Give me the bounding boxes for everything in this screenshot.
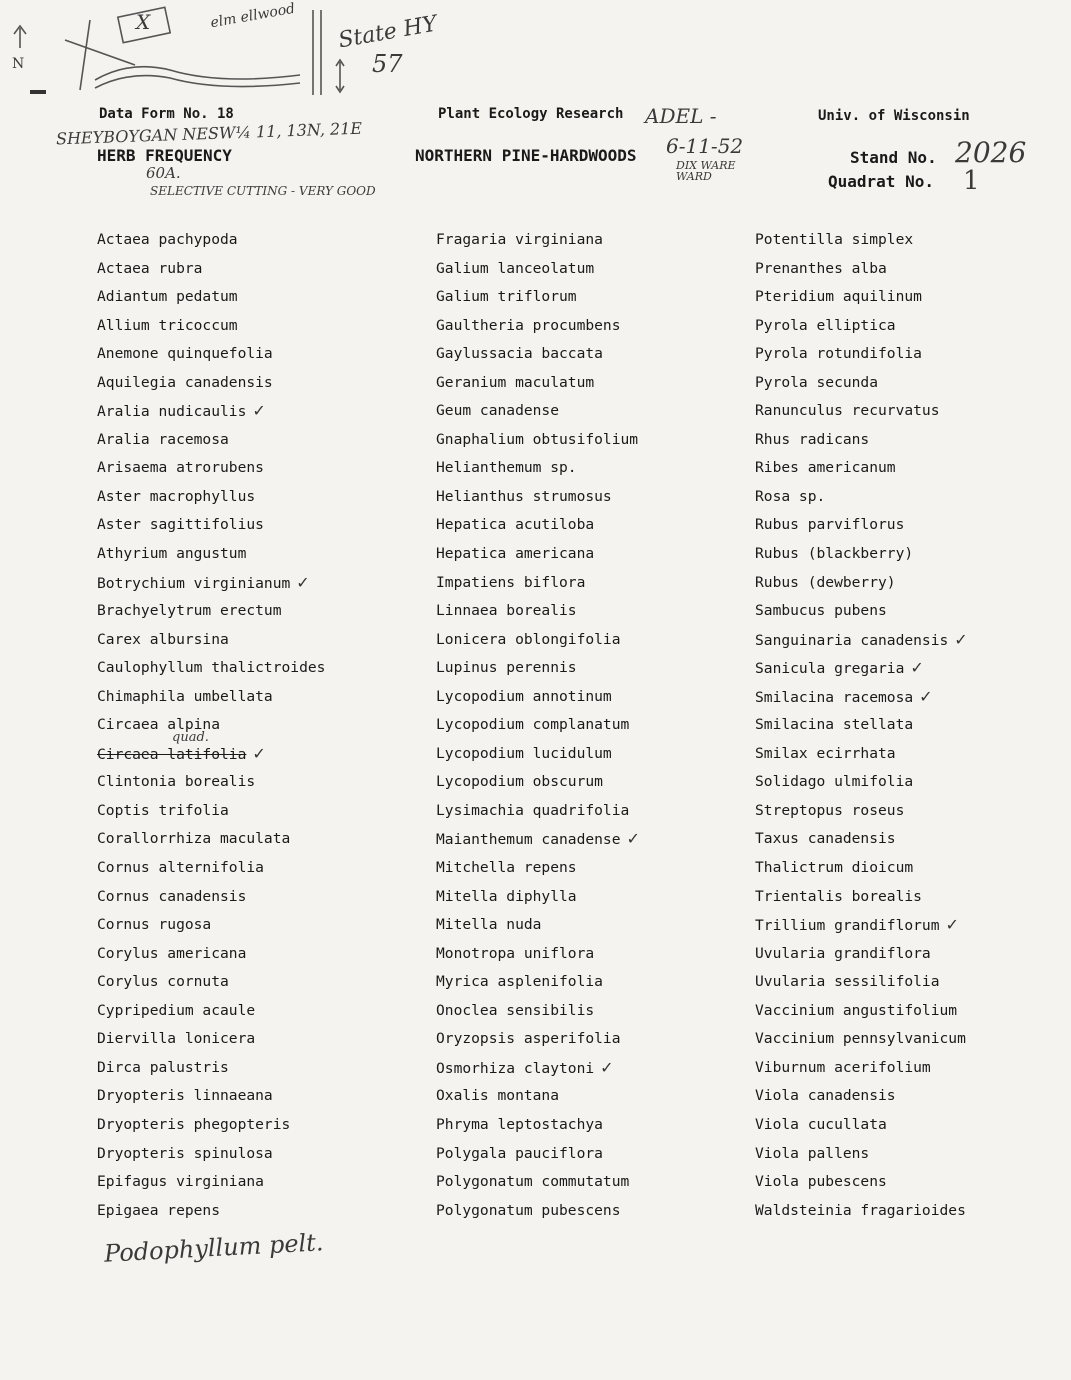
species-name: Diervilla lonicera bbox=[97, 1030, 256, 1048]
species-item bbox=[97, 569, 417, 598]
species-item bbox=[436, 997, 756, 1026]
species-name: Viburnum acerifolium bbox=[755, 1058, 931, 1076]
species-item bbox=[97, 711, 417, 740]
species-item bbox=[436, 797, 756, 826]
species-item bbox=[755, 968, 1071, 997]
species-name: Circaea latifolia bbox=[97, 745, 247, 763]
species-name: Oryzopsis asperifolia bbox=[436, 1030, 621, 1048]
species-name: Helianthus strumosus bbox=[436, 487, 612, 505]
species-column-1 bbox=[97, 226, 417, 1225]
species-name: Dirca palustris bbox=[97, 1058, 229, 1076]
species-name: Lysimachia quadrifolia bbox=[436, 801, 630, 819]
species-name: Adiantum pedatum bbox=[97, 288, 238, 306]
handwritten-acreage: 60A. bbox=[146, 164, 181, 182]
species-name: Lycopodium obscurum bbox=[436, 773, 603, 791]
handwritten-date: 6-11-52 bbox=[666, 134, 744, 158]
species-item bbox=[755, 854, 1071, 883]
species-item bbox=[755, 312, 1071, 341]
species-name: Dryopteris linnaeana bbox=[97, 1087, 273, 1105]
species-item bbox=[436, 911, 756, 940]
species-name: Waldsteinia fragarioides bbox=[755, 1201, 966, 1219]
species-name: Polygonatum commutatum bbox=[436, 1173, 630, 1191]
species-name: Brachyelytrum erectum bbox=[97, 602, 282, 620]
species-name: Athyrium angustum bbox=[97, 545, 247, 563]
species-name: Cornus canadensis bbox=[97, 887, 247, 905]
species-item bbox=[436, 1025, 756, 1054]
species-item bbox=[97, 283, 417, 312]
species-item bbox=[755, 1054, 1071, 1083]
species-item bbox=[436, 483, 756, 512]
species-name: Aralia racemosa bbox=[97, 430, 229, 448]
species-item bbox=[436, 426, 756, 455]
species-item bbox=[97, 683, 417, 712]
species-name: Lycopodium annotinum bbox=[436, 687, 612, 705]
map-note: elm ellwood bbox=[209, 0, 297, 32]
species-item bbox=[755, 255, 1071, 284]
handwritten-stand-number: 2026 bbox=[955, 136, 1027, 169]
species-item bbox=[97, 1082, 417, 1111]
species-name: Trientalis borealis bbox=[755, 887, 922, 905]
form-subtitle: NORTHERN PINE-HARDWOODS bbox=[415, 146, 637, 165]
checkmark-icon: ✓ bbox=[600, 1057, 614, 1077]
species-item bbox=[755, 483, 1071, 512]
species-name: Viola pubescens bbox=[755, 1173, 887, 1191]
species-item bbox=[436, 854, 756, 883]
handwritten-surveyor: ADEL - bbox=[645, 104, 717, 128]
species-name: Allium tricoccum bbox=[97, 316, 238, 334]
species-item bbox=[755, 511, 1071, 540]
handwritten-bottom-note: Podophyllum pelt. bbox=[103, 1228, 325, 1268]
species-item bbox=[755, 883, 1071, 912]
checkmark-icon: ✓ bbox=[252, 743, 266, 763]
species-item bbox=[97, 397, 417, 426]
species-name: Mitchella repens bbox=[436, 859, 577, 877]
species-name: Epigaea repens bbox=[97, 1201, 221, 1219]
species-item bbox=[97, 626, 417, 655]
species-item bbox=[97, 454, 417, 483]
species-name: Ribes americanum bbox=[755, 459, 896, 477]
species-name: Viola cucullata bbox=[755, 1115, 887, 1133]
species-item bbox=[755, 683, 1071, 712]
species-name: Cornus rugosa bbox=[97, 916, 212, 934]
species-item bbox=[436, 683, 756, 712]
species-name: Actaea pachypoda bbox=[97, 231, 238, 248]
species-name: Hepatica acutiloba bbox=[436, 516, 595, 534]
quadrat-number-label: Quadrat No. bbox=[828, 172, 934, 191]
species-item bbox=[755, 283, 1071, 312]
species-name: Thalictrum dioicum bbox=[755, 859, 914, 877]
species-item bbox=[436, 397, 756, 426]
checkmark-icon: ✓ bbox=[910, 658, 924, 678]
species-name: Onoclea sensibilis bbox=[436, 1001, 595, 1019]
species-name: Polygala pauciflora bbox=[436, 1144, 603, 1162]
species-item bbox=[436, 1111, 756, 1140]
species-item bbox=[755, 797, 1071, 826]
handwritten-cutting-note: SELECTIVE CUTTING - VERY GOOD bbox=[150, 184, 376, 198]
species-item bbox=[755, 997, 1071, 1026]
species-item bbox=[755, 569, 1071, 598]
species-name: Hepatica americana bbox=[436, 545, 595, 563]
species-name: Trillium grandiflorum bbox=[755, 917, 940, 935]
species-item bbox=[755, 1025, 1071, 1054]
organization: Plant Ecology Research bbox=[438, 106, 624, 122]
species-item bbox=[97, 255, 417, 284]
species-item bbox=[755, 454, 1071, 483]
species-item bbox=[436, 511, 756, 540]
species-item bbox=[436, 1054, 756, 1083]
species-item bbox=[755, 825, 1071, 854]
species-name: Vaccinium angustifolium bbox=[755, 1001, 958, 1019]
species-item bbox=[755, 768, 1071, 797]
species-item bbox=[436, 340, 756, 369]
species-item bbox=[436, 255, 756, 284]
species-name: Epifagus virginiana bbox=[97, 1173, 264, 1191]
species-name: Anemone quinquefolia bbox=[97, 345, 273, 363]
species-item bbox=[436, 597, 756, 626]
species-item bbox=[436, 968, 756, 997]
species-name: Clintonia borealis bbox=[97, 773, 256, 791]
species-item bbox=[97, 1168, 417, 1197]
species-name: Mitella diphylla bbox=[436, 887, 577, 905]
species-item bbox=[97, 968, 417, 997]
checkmark-icon: ✓ bbox=[252, 401, 266, 421]
species-item bbox=[97, 854, 417, 883]
species-item bbox=[755, 340, 1071, 369]
map-road-number: 57 bbox=[372, 50, 403, 78]
species-item bbox=[755, 1111, 1071, 1140]
species-name: Gnaphalium obtusifolium bbox=[436, 430, 639, 448]
species-item bbox=[97, 226, 417, 255]
species-name: Rubus parviflorus bbox=[755, 516, 905, 534]
species-item bbox=[436, 654, 756, 683]
species-item bbox=[436, 740, 756, 769]
species-name: Sanguinaria canadensis bbox=[755, 631, 949, 649]
map-box-label: X bbox=[136, 10, 151, 34]
species-item bbox=[97, 483, 417, 512]
university: Univ. of Wisconsin bbox=[818, 108, 970, 124]
species-name: Gaultheria procumbens bbox=[436, 316, 621, 334]
checkmark-icon: ✓ bbox=[919, 686, 933, 706]
species-item bbox=[755, 740, 1071, 769]
species-name: Phryma leptostachya bbox=[436, 1115, 603, 1133]
species-item bbox=[97, 369, 417, 398]
species-name: Sanicula gregaria bbox=[755, 660, 905, 678]
species-name: Uvularia grandiflora bbox=[755, 944, 931, 962]
species-name: Botrychium virginianum bbox=[97, 574, 291, 592]
species-item bbox=[436, 454, 756, 483]
species-name: Uvularia sessilifolia bbox=[755, 973, 940, 991]
species-item bbox=[755, 397, 1071, 426]
species-item bbox=[436, 825, 756, 854]
species-name: Myrica asplenifolia bbox=[436, 973, 603, 991]
species-item bbox=[97, 511, 417, 540]
species-item bbox=[436, 1082, 756, 1111]
species-name: Pyrola secunda bbox=[755, 373, 879, 391]
species-item bbox=[97, 312, 417, 341]
species-item bbox=[755, 626, 1071, 655]
species-name: Pyrola elliptica bbox=[755, 316, 896, 334]
species-item bbox=[755, 369, 1071, 398]
species-name: Cornus alternifolia bbox=[97, 859, 264, 877]
species-name: Aralia nudicaulis bbox=[97, 403, 247, 421]
stand-number-label: Stand No. bbox=[850, 148, 937, 167]
species-item bbox=[97, 597, 417, 626]
species-item bbox=[755, 654, 1071, 683]
checkmark-icon: ✓ bbox=[296, 572, 310, 592]
species-name: Taxus canadensis bbox=[755, 830, 896, 848]
species-item bbox=[755, 911, 1071, 940]
species-item bbox=[436, 883, 756, 912]
species-item bbox=[755, 426, 1071, 455]
checkmark-icon: ✓ bbox=[954, 629, 968, 649]
species-name: Smilacina stellata bbox=[755, 716, 914, 734]
species-item bbox=[97, 911, 417, 940]
species-name: Corylus cornuta bbox=[97, 973, 229, 991]
species-name: Pteridium aquilinum bbox=[755, 288, 922, 306]
species-name: Circaea alpina bbox=[97, 716, 221, 734]
species-item bbox=[97, 740, 417, 769]
species-item bbox=[436, 711, 756, 740]
species-item bbox=[436, 1197, 756, 1226]
species-item bbox=[755, 1082, 1071, 1111]
species-item bbox=[97, 940, 417, 969]
map-direction-n: N bbox=[12, 56, 25, 72]
species-name: Aster macrophyllus bbox=[97, 487, 256, 505]
species-name: Mitella nuda bbox=[436, 916, 542, 934]
species-name: Arisaema atrorubens bbox=[97, 459, 264, 477]
species-name: Sambucus pubens bbox=[755, 602, 887, 620]
species-name: Gaylussacia baccata bbox=[436, 345, 603, 363]
species-name: Corallorrhiza maculata bbox=[97, 830, 291, 848]
species-name: Viola pallens bbox=[755, 1144, 870, 1162]
species-name: Caulophyllum thalictroides bbox=[97, 659, 326, 677]
species-name: Dryopteris spinulosa bbox=[97, 1144, 273, 1162]
species-name: Ranunculus recurvatus bbox=[755, 402, 940, 420]
species-name: Oxalis montana bbox=[436, 1087, 560, 1105]
species-item bbox=[97, 340, 417, 369]
species-name: Vaccinium pennsylvanicum bbox=[755, 1030, 966, 1048]
species-item bbox=[436, 540, 756, 569]
species-column-2 bbox=[436, 226, 756, 1225]
species-item bbox=[755, 711, 1071, 740]
species-item bbox=[436, 369, 756, 398]
species-name: Lycopodium lucidulum bbox=[436, 744, 612, 762]
species-item bbox=[436, 626, 756, 655]
species-name: Prenanthes alba bbox=[755, 259, 887, 277]
species-name: Actaea rubra bbox=[97, 259, 203, 277]
species-item bbox=[755, 940, 1071, 969]
species-name: Rhus radicans bbox=[755, 430, 870, 448]
species-name: Rubus (blackberry) bbox=[755, 545, 914, 563]
species-name: Solidago ulmifolia bbox=[755, 773, 914, 791]
species-name: Galium lanceolatum bbox=[436, 259, 595, 277]
species-name: Aquilegia canadensis bbox=[97, 373, 273, 391]
species-name: Lupinus perennis bbox=[436, 659, 577, 677]
form-number: Data Form No. 18 bbox=[99, 106, 234, 122]
species-name: Dryopteris phegopteris bbox=[97, 1115, 291, 1133]
species-name: Polygonatum pubescens bbox=[436, 1201, 621, 1219]
species-item bbox=[436, 1168, 756, 1197]
handwritten-correction: quad. bbox=[172, 730, 209, 745]
species-item bbox=[436, 768, 756, 797]
species-name: Rosa sp. bbox=[755, 487, 826, 505]
species-name: Lycopodium complanatum bbox=[436, 716, 630, 734]
species-name: Corylus americana bbox=[97, 944, 247, 962]
species-name: Potentilla simplex bbox=[755, 231, 914, 248]
species-item bbox=[97, 1197, 417, 1226]
species-item bbox=[97, 1025, 417, 1054]
species-item bbox=[436, 940, 756, 969]
species-name: Osmorhiza claytoni bbox=[436, 1059, 595, 1077]
species-item bbox=[436, 312, 756, 341]
species-item bbox=[755, 1140, 1071, 1169]
species-name: Monotropa uniflora bbox=[436, 944, 595, 962]
species-item bbox=[97, 825, 417, 854]
checkmark-icon: ✓ bbox=[626, 829, 640, 849]
species-item bbox=[755, 540, 1071, 569]
species-column-3 bbox=[755, 226, 1071, 1225]
handwritten-names: DIX WARE WARD bbox=[676, 159, 736, 183]
species-item bbox=[97, 797, 417, 826]
species-item bbox=[97, 426, 417, 455]
species-name: Smilax ecirrhata bbox=[755, 744, 896, 762]
species-name: Linnaea borealis bbox=[436, 602, 577, 620]
species-item bbox=[436, 569, 756, 598]
species-name: Rubus (dewberry) bbox=[755, 573, 896, 591]
species-item bbox=[97, 1140, 417, 1169]
species-name: Helianthemum sp. bbox=[436, 459, 577, 477]
species-name: Aster sagittifolius bbox=[97, 516, 264, 534]
species-item bbox=[97, 883, 417, 912]
species-item bbox=[755, 1168, 1071, 1197]
species-item bbox=[436, 1140, 756, 1169]
species-item bbox=[97, 1054, 417, 1083]
species-name: Maianthemum canadense bbox=[436, 831, 621, 849]
species-item bbox=[755, 1197, 1071, 1226]
species-item bbox=[436, 283, 756, 312]
species-name: Coptis trifolia bbox=[97, 801, 229, 819]
species-name: Chimaphila umbellata bbox=[97, 687, 273, 705]
handwritten-quadrat-number: 1 bbox=[963, 166, 980, 196]
species-item bbox=[97, 768, 417, 797]
species-name: Pyrola rotundifolia bbox=[755, 345, 922, 363]
species-name: Geum canadense bbox=[436, 402, 560, 420]
species-name: Smilacina racemosa bbox=[755, 688, 914, 706]
species-name: Lonicera oblongifolia bbox=[436, 630, 621, 648]
species-item bbox=[755, 226, 1071, 255]
species-name: Galium triflorum bbox=[436, 288, 577, 306]
species-name: Streptopus roseus bbox=[755, 801, 905, 819]
handwritten-location: SHEYBOYGAN NESW¼ 11, 13N, 21E bbox=[55, 118, 363, 149]
species-name: Fragaria virginiana bbox=[436, 231, 603, 248]
species-item bbox=[436, 226, 756, 255]
form-title: HERB FREQUENCY bbox=[97, 146, 232, 165]
species-item bbox=[97, 654, 417, 683]
checkmark-icon: ✓ bbox=[945, 915, 959, 935]
species-name: Impatiens biflora bbox=[436, 573, 586, 591]
species-name: Carex albursina bbox=[97, 630, 229, 648]
species-item bbox=[755, 597, 1071, 626]
species-item bbox=[97, 540, 417, 569]
species-name: Viola canadensis bbox=[755, 1087, 896, 1105]
species-name: Geranium maculatum bbox=[436, 373, 595, 391]
species-item bbox=[97, 997, 417, 1026]
species-item bbox=[97, 1111, 417, 1140]
species-name: Cypripedium acaule bbox=[97, 1001, 256, 1019]
map-road-label: State HY bbox=[336, 11, 440, 54]
